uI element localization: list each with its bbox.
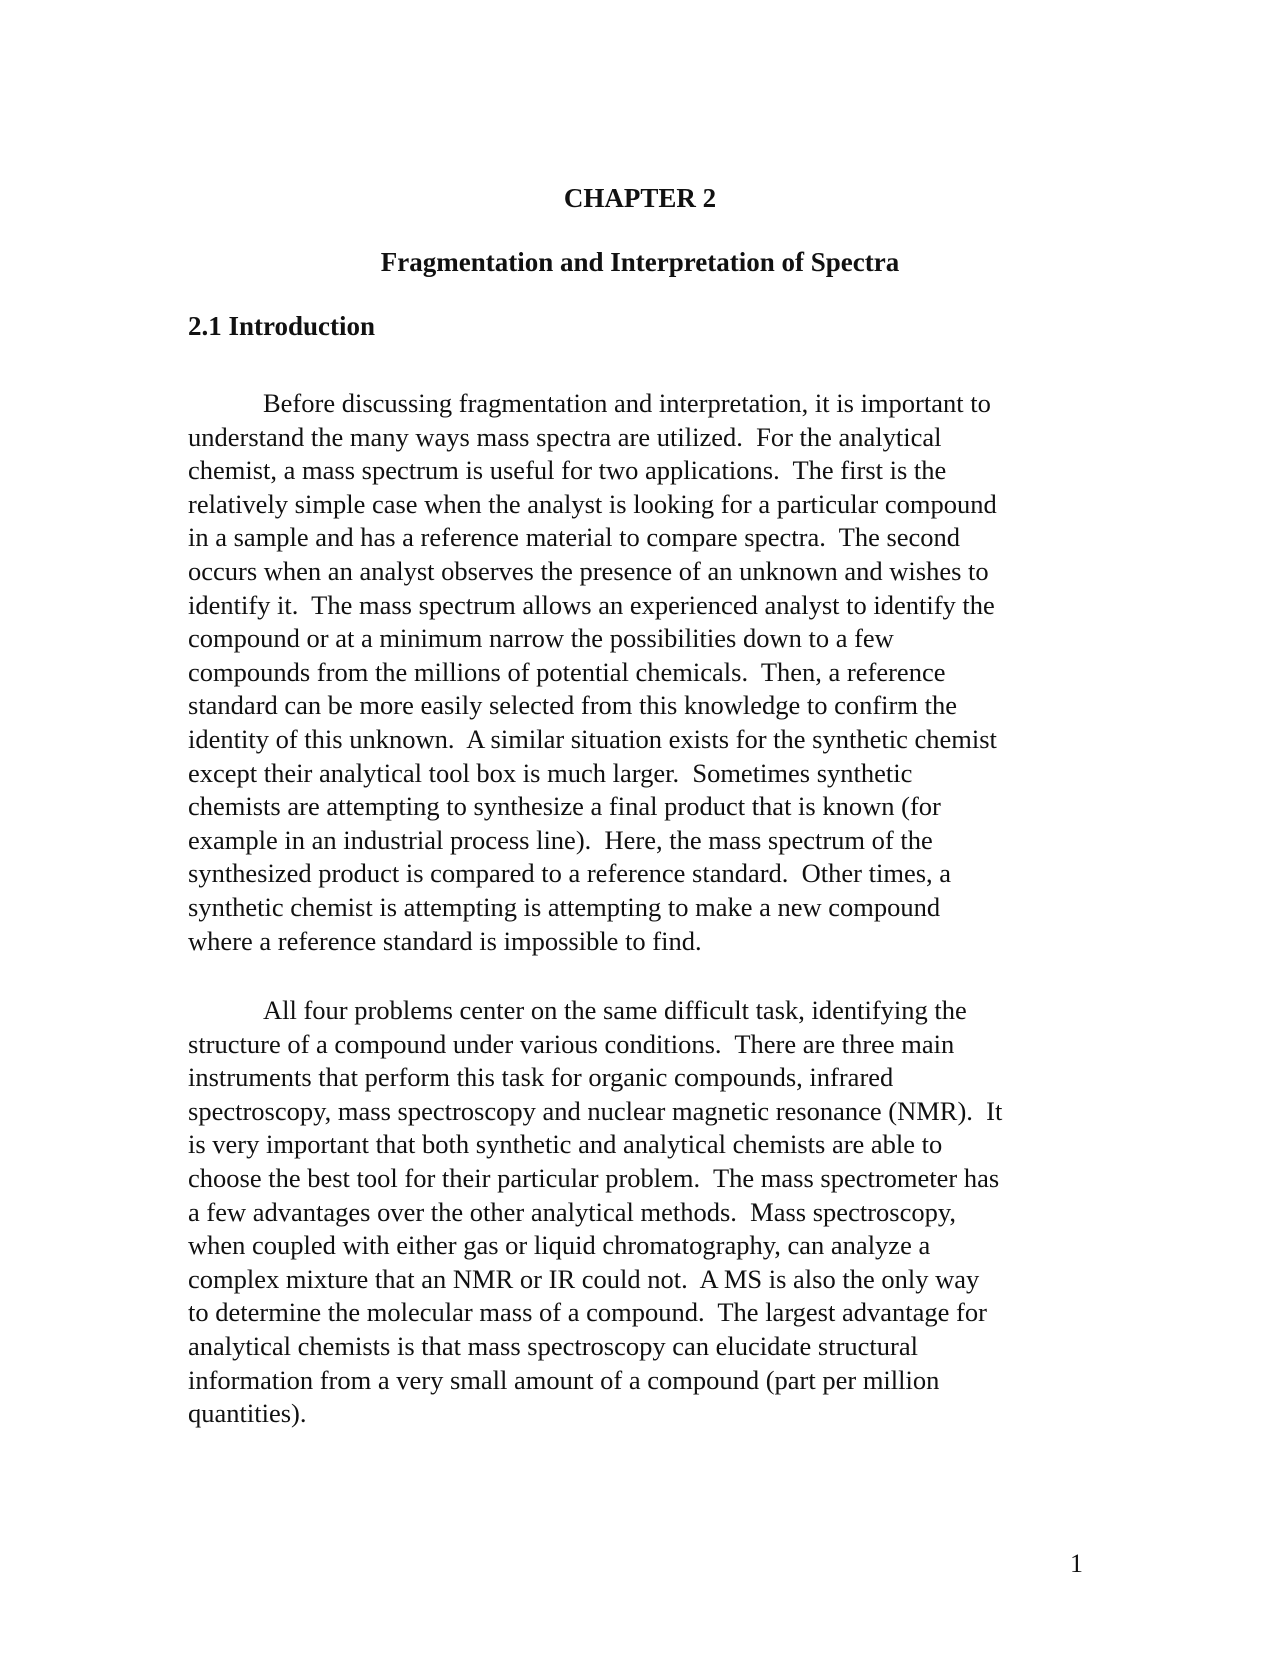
- paragraph-line: synthetic chemist is attempting is attempting to make a new compound: [188, 891, 941, 922]
- paragraph-line: information from a very small amount of a compound (part per million: [188, 1364, 940, 1395]
- paragraph-1: [188, 387, 1088, 958]
- paragraph-line: complex mixture that an NMR or IR could not. A MS is also the only way: [188, 1263, 980, 1294]
- paragraph-2: [188, 994, 1088, 1431]
- paragraph-line: synthesized product is compared to a reference standard. Other times, a: [188, 858, 952, 889]
- paragraph-line: compound or at a minimum narrow the possibilities down to a few: [188, 623, 894, 654]
- paragraph-line: is very important that both synthetic and analytical chemists are able to: [188, 1129, 943, 1160]
- paragraph-line: understand the many ways mass spectra are utilized. For the analytical: [188, 421, 942, 452]
- paragraph-line: identify it. The mass spectrum allows an experienced analyst to identify the: [188, 589, 995, 620]
- paragraph-line: Before discussing fragmentation and interpretation, it is important to: [263, 388, 991, 418]
- paragraph-line: example in an industrial process line). Here, the mass spectrum of the: [188, 824, 933, 855]
- paragraph-line: to determine the molecular mass of a compound. The largest advantage for: [188, 1297, 987, 1328]
- chapter-label: CHAPTER 2: [563, 183, 717, 213]
- paragraph-line: chemist, a mass spectrum is useful for two applications. The first is the: [188, 455, 947, 486]
- paragraph-line: compounds from the millions of potential chemicals. Then, a reference: [188, 656, 946, 687]
- page-number: 1: [1070, 1549, 1083, 1578]
- paragraph-line: All four problems center on the same difficult task, identifying the: [263, 995, 967, 1025]
- paragraph-line: analytical chemists is that mass spectroscopy can elucidate structural: [188, 1330, 918, 1361]
- paragraph-line: chemists are attempting to synthesize a final product that is known (for: [188, 791, 941, 822]
- paragraph-line: standard can be more easily selected from this knowledge to confirm the: [188, 690, 957, 721]
- paragraph-line: where a reference standard is impossible to find.: [188, 925, 702, 956]
- paragraph-line: spectroscopy, mass spectroscopy and nuclear magnetic resonance (NMR). It: [188, 1095, 1003, 1126]
- section-heading: 2.1 Introduction: [188, 311, 376, 341]
- paragraph-line: when coupled with either gas or liquid chromatography, can analyze a: [188, 1230, 931, 1261]
- paragraph-line: structure of a compound under various conditions. There are three main: [188, 1028, 955, 1059]
- chapter-title: Fragmentation and Interpretation of Spectra: [380, 247, 900, 277]
- paragraph-line: a few advantages over the other analytical methods. Mass spectroscopy,: [188, 1196, 956, 1227]
- paragraph-line: identity of this unknown. A similar situation exists for the synthetic chemist: [188, 723, 997, 754]
- paragraph-line: quantities).: [188, 1398, 307, 1429]
- paragraph-line: occurs when an analyst observes the presence of an unknown and wishes to: [188, 555, 989, 586]
- paragraph-line: instruments that perform this task for organic compounds, infrared: [188, 1062, 894, 1093]
- paragraph-line: in a sample and has a reference material to compare spectra. The second: [188, 522, 961, 553]
- paragraph-line: except their analytical tool box is much larger. Sometimes synthetic: [188, 757, 913, 788]
- paragraph-line: choose the best tool for their particular problem. The mass spectrometer has: [188, 1162, 1000, 1193]
- paragraph-line: relatively simple case when the analyst is looking for a particular compound: [188, 488, 997, 519]
